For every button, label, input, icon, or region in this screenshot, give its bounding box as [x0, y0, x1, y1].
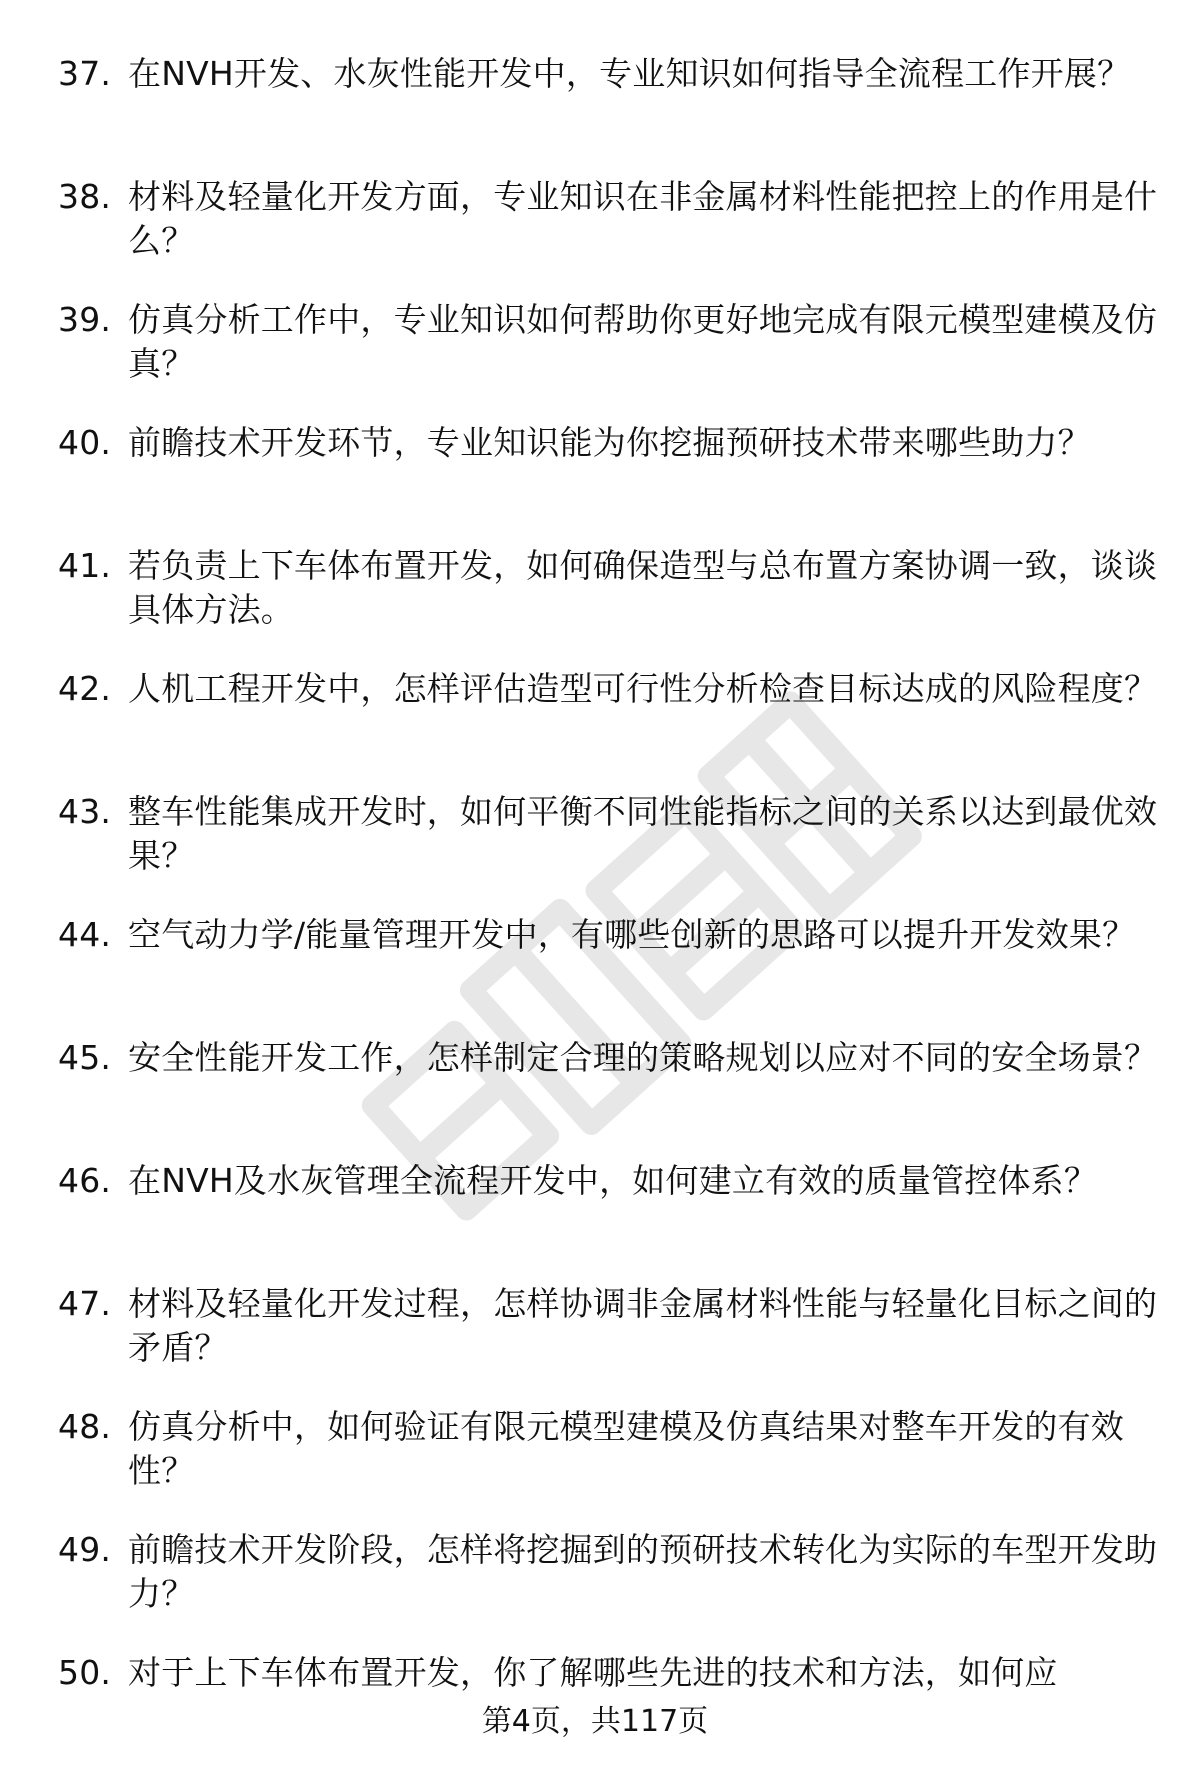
question-list	[58, 52, 1168, 1774]
question-number: 40.	[58, 423, 112, 462]
question-item	[58, 790, 1168, 913]
question-number: 49.	[58, 1530, 112, 1569]
question-item	[58, 52, 1168, 175]
page-footer	[0, 1702, 1190, 1742]
question-text: 若负责上下车体布置开发，如何确保造型与总布置方案协调一致，谈谈具体方法。	[128, 546, 1158, 629]
question-text: 材料及轻量化开发方面，专业知识在非金属材料性能把控上的作用是什么？	[128, 177, 1158, 260]
question-number: 48.	[58, 1407, 112, 1446]
question-text: 在NVH及水灰管理全流程开发中，如何建立有效的质量管控体系？	[128, 1161, 1098, 1200]
question-item	[58, 667, 1168, 790]
question-number: 47.	[58, 1284, 112, 1323]
question-text: 前瞻技术开发环节，专业知识能为你挖掘预研技术带来哪些助力？	[128, 423, 1091, 462]
question-item	[58, 544, 1168, 667]
question-text: 仿真分析工作中，专业知识如何帮助你更好地完成有限元模型建模及仿真？	[128, 300, 1158, 383]
question-number: 43.	[58, 792, 112, 831]
question-text: 整车性能集成开发时，如何平衡不同性能指标之间的关系以达到最优效果？	[128, 792, 1158, 875]
question-text: 材料及轻量化开发过程，怎样协调非金属材料性能与轻量化目标之间的矛盾？	[128, 1284, 1158, 1367]
question-text: 前瞻技术开发阶段，怎样将挖掘到的预研技术转化为实际的车型开发助力？	[128, 1530, 1158, 1613]
question-text: 对于上下车体布置开发，你了解哪些先进的技术和方法，如何应	[128, 1653, 1058, 1692]
question-number: 44.	[58, 915, 112, 954]
question-text: 空气动力学/能量管理开发中，有哪些创新的思路可以提升开发效果？	[128, 915, 1136, 954]
question-number: 50.	[58, 1653, 112, 1692]
question-item	[58, 1282, 1168, 1405]
question-item	[58, 913, 1168, 1036]
question-text: 仿真分析中，如何验证有限元模型建模及仿真结果对整车开发的有效性？	[128, 1407, 1124, 1490]
question-item	[58, 1528, 1168, 1651]
question-number: 37.	[58, 54, 112, 93]
page-number-label: 第4页，共117页	[481, 1704, 709, 1739]
question-number: 38.	[58, 177, 112, 216]
question-item	[58, 421, 1168, 544]
question-text: 在NVH开发、水灰性能开发中，专业知识如何指导全流程工作开展？	[128, 54, 1131, 93]
question-number: 39.	[58, 300, 112, 339]
question-number: 45.	[58, 1038, 112, 1077]
question-item	[58, 1405, 1168, 1528]
question-item	[58, 1159, 1168, 1282]
question-item	[58, 1036, 1168, 1159]
question-item	[58, 175, 1168, 298]
question-text: 安全性能开发工作，怎样制定合理的策略规划以应对不同的安全场景？	[128, 1038, 1158, 1077]
question-text: 人机工程开发中，怎样评估造型可行性分析检查目标达成的风险程度？	[128, 669, 1158, 708]
question-item	[58, 298, 1168, 421]
question-number: 42.	[58, 669, 112, 708]
question-number: 46.	[58, 1161, 112, 1200]
question-number: 41.	[58, 546, 112, 585]
